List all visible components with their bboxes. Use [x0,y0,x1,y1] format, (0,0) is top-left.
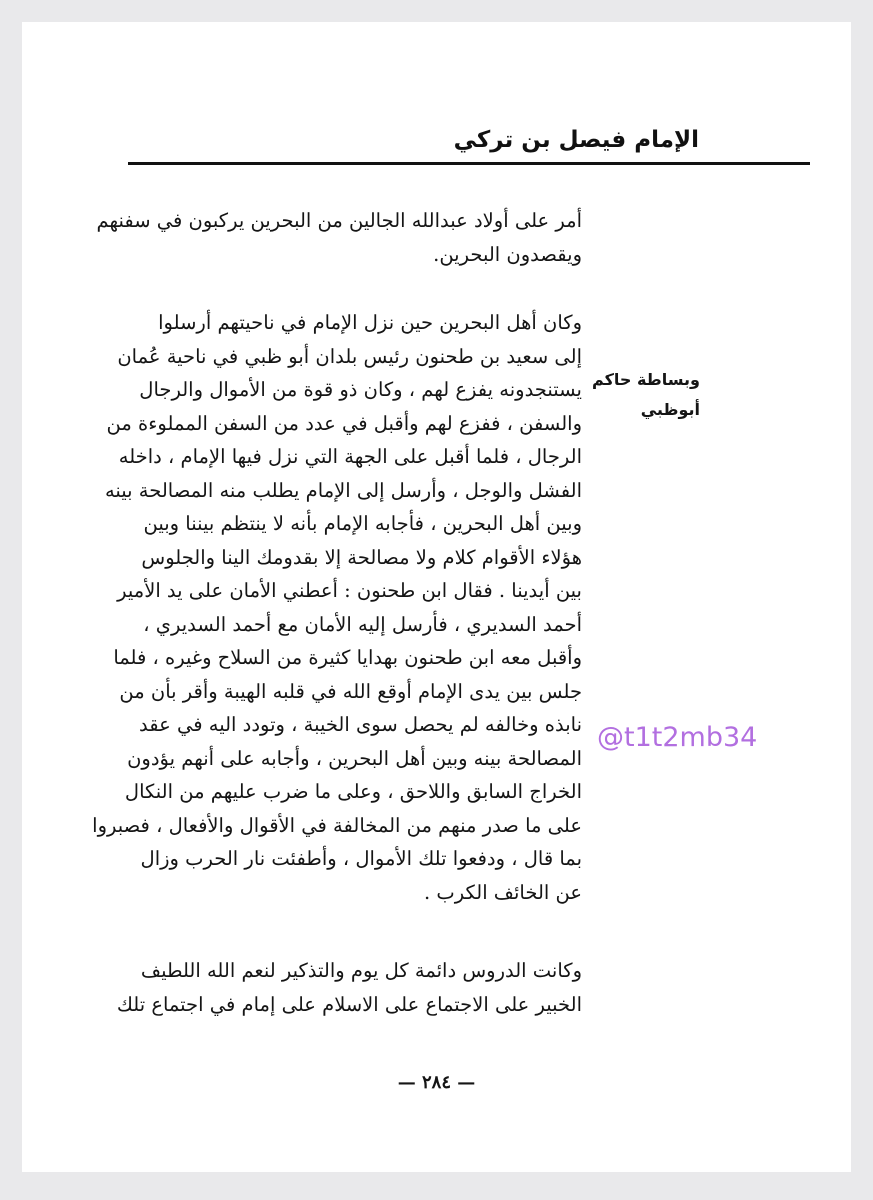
paragraph-3 [116,954,582,1021]
text-line: الرجال ، فلما أقبل على الجهة التي نزل فيها الإمام ، داخله [118,445,582,468]
text-line: بما قال ، ودفعوا تلك الأموال ، وأطفئت نار الحرب وزال [140,847,582,870]
text-line: ويقصدون البحرين. [433,242,582,266]
running-header-title: الإمام فيصل بن تركي [453,127,699,153]
paragraph-1 [96,204,582,271]
text-line: يستنجدونه يفزع لهم ، وكان ذو قوة من الأموال والرجال [139,378,582,401]
text-line: وبين أهل البحرين ، فأجابه الإمام بأنه لا ينتظم بيننا وبين [143,512,582,535]
text-line: وكان أهل البحرين حين نزل الإمام في ناحيتهم أرسلوا [158,311,582,334]
text-line: وكانت الدروس دائمة كل يوم والتذكير لنعم الله اللطيف [140,959,582,982]
text-line: الخبير على الاجتماع على الاسلام على إمام في اجتماع تلك [116,992,582,1016]
header-rule [128,162,810,165]
margin-note [582,365,700,425]
text-line: بين أيدينا . فقال ابن طحنون : أعطني الأمان على يد الأمير [117,579,582,602]
book-page [22,22,851,1172]
text-line: أحمد السديري ، فأرسل إليه الأمان مع أحمد السديري ، [143,612,582,636]
text-line: المصالحة بينه وبين أهل البحرين ، وأجابه على أنهم يؤدون [127,746,582,770]
margin-note-line: وبساطة حاكم [592,370,700,389]
text-line: أمر على أولاد عبدالله الجالين من البحرين يركبون في سفنهم [96,209,582,232]
text-line: نابذه وخالفه لم يحصل سوى الخيبة ، وتودد اليه في عقد [139,713,582,736]
text-line: إلى سعيد بن طحنون رئيس بلدان أبو ظبي في ناحية عُمان [117,344,582,368]
text-line: هؤلاء الأقوام كلام ولا مصالحة إلا بقدومك الينا والجلوس [141,545,582,569]
text-line: عن الخائف الكرب . [423,880,582,904]
text-line: الخراج السابق واللاحق ، وعلى ما ضرب عليهم من النكال [124,780,582,803]
margin-note-line: أبوظبي [640,400,700,419]
text-line: على ما صدر منهم من المخالفة في الأقوال والأفعال ، فصبروا [92,813,582,837]
text-line: والسفن ، ففزع لهم وأقبل في عدد من السفن المملوءة من [106,411,582,435]
text-line: وأقبل معه ابن طحنون بهدايا كثيرة من السلاح وغيره ، فلما [113,646,582,669]
watermark-handle: @t1t2mb34 [597,722,758,753]
paragraph-2 [92,306,582,909]
page-number: — ٢٨٤ — [397,1072,476,1093]
text-line: جلس بين يدى الإمام أوقع الله في قلبه الهيبة وأقر بأن من [119,679,582,703]
text-line: الفشل والوجل ، وأرسل إلى الإمام يطلب منه المصالحة بينه [104,478,582,502]
